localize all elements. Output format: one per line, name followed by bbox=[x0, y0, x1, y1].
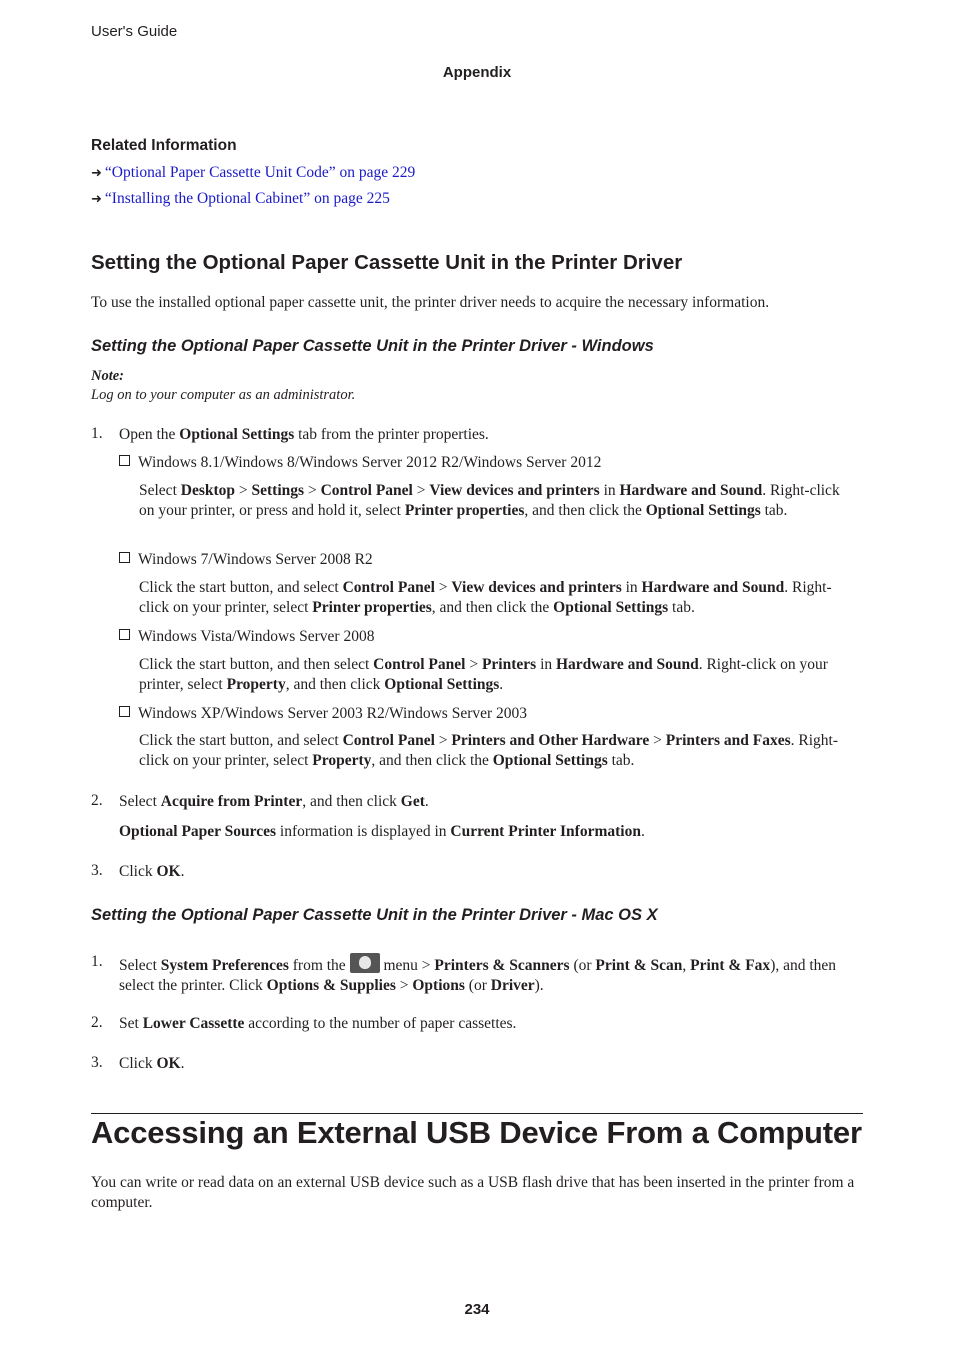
arrow-right-icon: ➜ bbox=[91, 165, 102, 180]
subsection-heading-mac: Setting the Optional Paper Cassette Unit in the Printer Driver - Mac OS X bbox=[91, 906, 658, 924]
step-text: Select System Preferences from the menu > Printers & Scanners (or Print & Scan, Print & Fax), and then select the printer. Click Options & Supplies > Options (or Driver). bbox=[119, 953, 859, 996]
running-header: User's Guide bbox=[91, 23, 178, 40]
checkbox-bullet-icon bbox=[119, 552, 130, 563]
note-text: Log on to your computer as an administrator. bbox=[91, 387, 356, 403]
step-number: 3. bbox=[91, 1054, 103, 1071]
chapter-title: Appendix bbox=[442, 64, 512, 81]
os-bullet: Windows XP/Windows Server 2003 R2/Windows Server 2003 bbox=[119, 705, 527, 723]
os-instructions: Click the start button, and select Control Panel > View devices and printers in Hardware and Sound. Right-click on your printer, select Printer properties, and then click the Optional Settings tab. bbox=[139, 579, 832, 616]
page-number: 234 bbox=[464, 1301, 490, 1318]
step-text: Click OK. bbox=[119, 1055, 185, 1072]
step-detail: Optional Paper Sources information is displayed in Current Printer Information. bbox=[119, 823, 645, 840]
arrow-right-icon: ➜ bbox=[91, 191, 102, 206]
step-text: Select Acquire from Printer, and then click Get. bbox=[119, 793, 429, 810]
step-number: 3. bbox=[91, 862, 103, 879]
section-heading: Setting the Optional Paper Cassette Unit in the Printer Driver bbox=[91, 251, 683, 274]
related-link[interactable]: “Installing the Optional Cabinet” on page 225 bbox=[104, 190, 390, 207]
apple-menu-icon bbox=[350, 953, 380, 973]
step-text: Click OK. bbox=[119, 863, 185, 880]
step-number: 2. bbox=[91, 792, 103, 809]
subsection-heading-windows: Setting the Optional Paper Cassette Unit in the Printer Driver - Windows bbox=[91, 337, 654, 355]
step-number: 2. bbox=[91, 1014, 103, 1031]
section-divider bbox=[91, 1113, 863, 1114]
os-bullet: Windows 8.1/Windows 8/Windows Server 2012 R2/Windows Server 2012 bbox=[119, 454, 601, 472]
section-text: You can write or read data on an external USB device such as a USB flash drive that has been inserted in the printer from a computer. bbox=[91, 1174, 855, 1211]
step-number: 1. bbox=[91, 953, 103, 970]
os-instructions: Select Desktop > Settings > Control Panel > View devices and printers in Hardware and Sound. Right-click on your printer, or press and hold it, select Printer properties, and then click the Optional Settings tab. bbox=[139, 482, 840, 519]
os-instructions: Click the start button, and select Control Panel > Printers and Other Hardware > Printers and Faxes. Right-click on your printer, select Property, and then click the Optional Settings tab. bbox=[139, 732, 839, 769]
related-link-row bbox=[91, 164, 415, 182]
checkbox-bullet-icon bbox=[119, 629, 130, 640]
related-link[interactable]: “Optional Paper Cassette Unit Code” on page 229 bbox=[104, 164, 416, 181]
step-text: Open the Optional Settings tab from the printer properties. bbox=[119, 426, 489, 443]
related-information-title: Related Information bbox=[91, 137, 237, 154]
os-bullet: Windows 7/Windows Server 2008 R2 bbox=[119, 551, 373, 569]
step-number: 1. bbox=[91, 425, 103, 442]
section-intro: To use the installed optional paper cassette unit, the printer driver needs to acquire the necessary information. bbox=[91, 294, 770, 311]
os-bullet: Windows Vista/Windows Server 2008 bbox=[119, 628, 374, 646]
related-link-row bbox=[91, 190, 390, 208]
step-text: Set Lower Cassette according to the number of paper cassettes. bbox=[119, 1015, 517, 1032]
checkbox-bullet-icon bbox=[119, 455, 130, 466]
checkbox-bullet-icon bbox=[119, 706, 130, 717]
note-label: Note: bbox=[91, 368, 125, 384]
os-instructions: Click the start button, and then select Control Panel > Printers in Hardware and Sound. Right-click on your printer, select Property, and then click Optional Settings. bbox=[139, 656, 828, 693]
main-heading: Accessing an External USB Device From a Computer bbox=[91, 1115, 862, 1150]
